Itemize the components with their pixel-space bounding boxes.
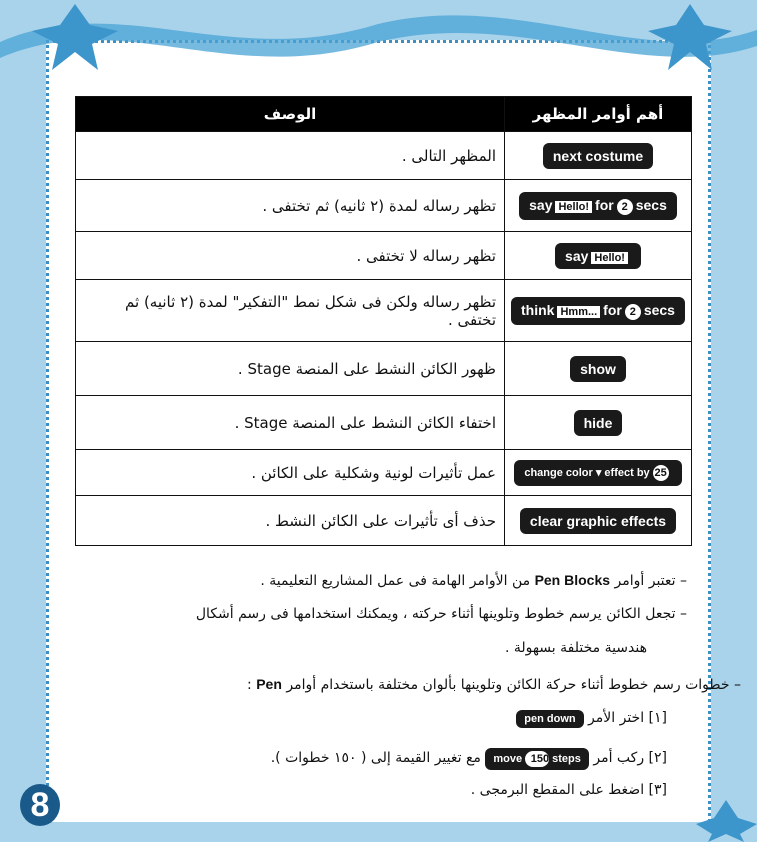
- table-row: [76, 232, 692, 280]
- note-drawing: – تجعل الكائن يرسم خطوط وتلوينها أثناء حركته ، ويمكنك استخدامها فى رسم أشكال: [195, 606, 687, 622]
- table-row: [76, 496, 692, 546]
- note-pen-blocks: – تعتبر أوامر Pen Blocks من الأوامر الهامة فى عمل المشاريع التعليمية .: [260, 572, 687, 589]
- row-description: المظهر التالى .: [76, 132, 505, 180]
- commands-table: [75, 96, 692, 546]
- table-row: [76, 396, 692, 450]
- next-costume-block[interactable]: next costume: [543, 143, 653, 169]
- row-description: حذف أى تأثيرات على الكائن النشط .: [76, 496, 505, 546]
- hide-block[interactable]: hide: [574, 410, 623, 436]
- row-description: تظهر رساله لمدة (٢ ثانيه) ثم تختفى .: [76, 180, 505, 232]
- clear-graphic-effects-block[interactable]: clear graphic effects: [520, 508, 676, 534]
- show-block[interactable]: show: [570, 356, 626, 382]
- table-row: [76, 450, 692, 496]
- table-row: [76, 280, 692, 342]
- say-block[interactable]: say Hello!: [555, 243, 641, 269]
- header-commands: أهم أوامر المظهر: [505, 97, 692, 132]
- star-bottom-right-icon: [696, 800, 757, 842]
- step-2: [٢] ركب أمر move 150 steps مع تغيير القيمة إلى ( ١٥٠ خطوات ).: [271, 748, 667, 770]
- table-row: [76, 132, 692, 180]
- star-right-icon: [648, 4, 732, 70]
- table-row: [76, 180, 692, 232]
- note-geometric: هندسية مختلفة بسهولة .: [504, 640, 647, 656]
- star-left-icon: [32, 4, 118, 70]
- step-3: [٣] اضغط على المقطع البرمجى .: [470, 782, 667, 798]
- say-for-secs-block[interactable]: say Hello! for 2 secs: [519, 192, 677, 220]
- note-steps: – خطوات رسم خطوط أثناء حركة الكائن وتلوينها بألوان مختلفة باستخدام أوامر Pen :: [247, 676, 741, 693]
- header-description: الوصف: [76, 97, 505, 132]
- table-row: [76, 342, 692, 396]
- row-description: ظهور الكائن النشط على المنصة Stage .: [76, 342, 505, 396]
- page-number: 8: [20, 784, 60, 826]
- think-for-secs-block[interactable]: think Hmm... for 2 secs: [511, 297, 685, 325]
- row-description: عمل تأثيرات لونية وشكلية على الكائن .: [76, 450, 505, 496]
- change-effect-block[interactable]: change color ▾ effect by 25: [514, 460, 681, 486]
- row-description: تظهر رساله لا تختفى .: [76, 232, 505, 280]
- pen-down-block[interactable]: pen down: [516, 710, 583, 728]
- step-1: [١] اختر الأمر pen down: [516, 710, 667, 728]
- row-description: اختفاء الكائن النشط على المنصة Stage .: [76, 396, 505, 450]
- row-description: تظهر رساله ولكن فى شكل نمط "التفكير" لمدة (٢ ثانيه) ثم تختفى .: [76, 280, 505, 342]
- move-steps-block[interactable]: move 150 steps: [485, 748, 589, 770]
